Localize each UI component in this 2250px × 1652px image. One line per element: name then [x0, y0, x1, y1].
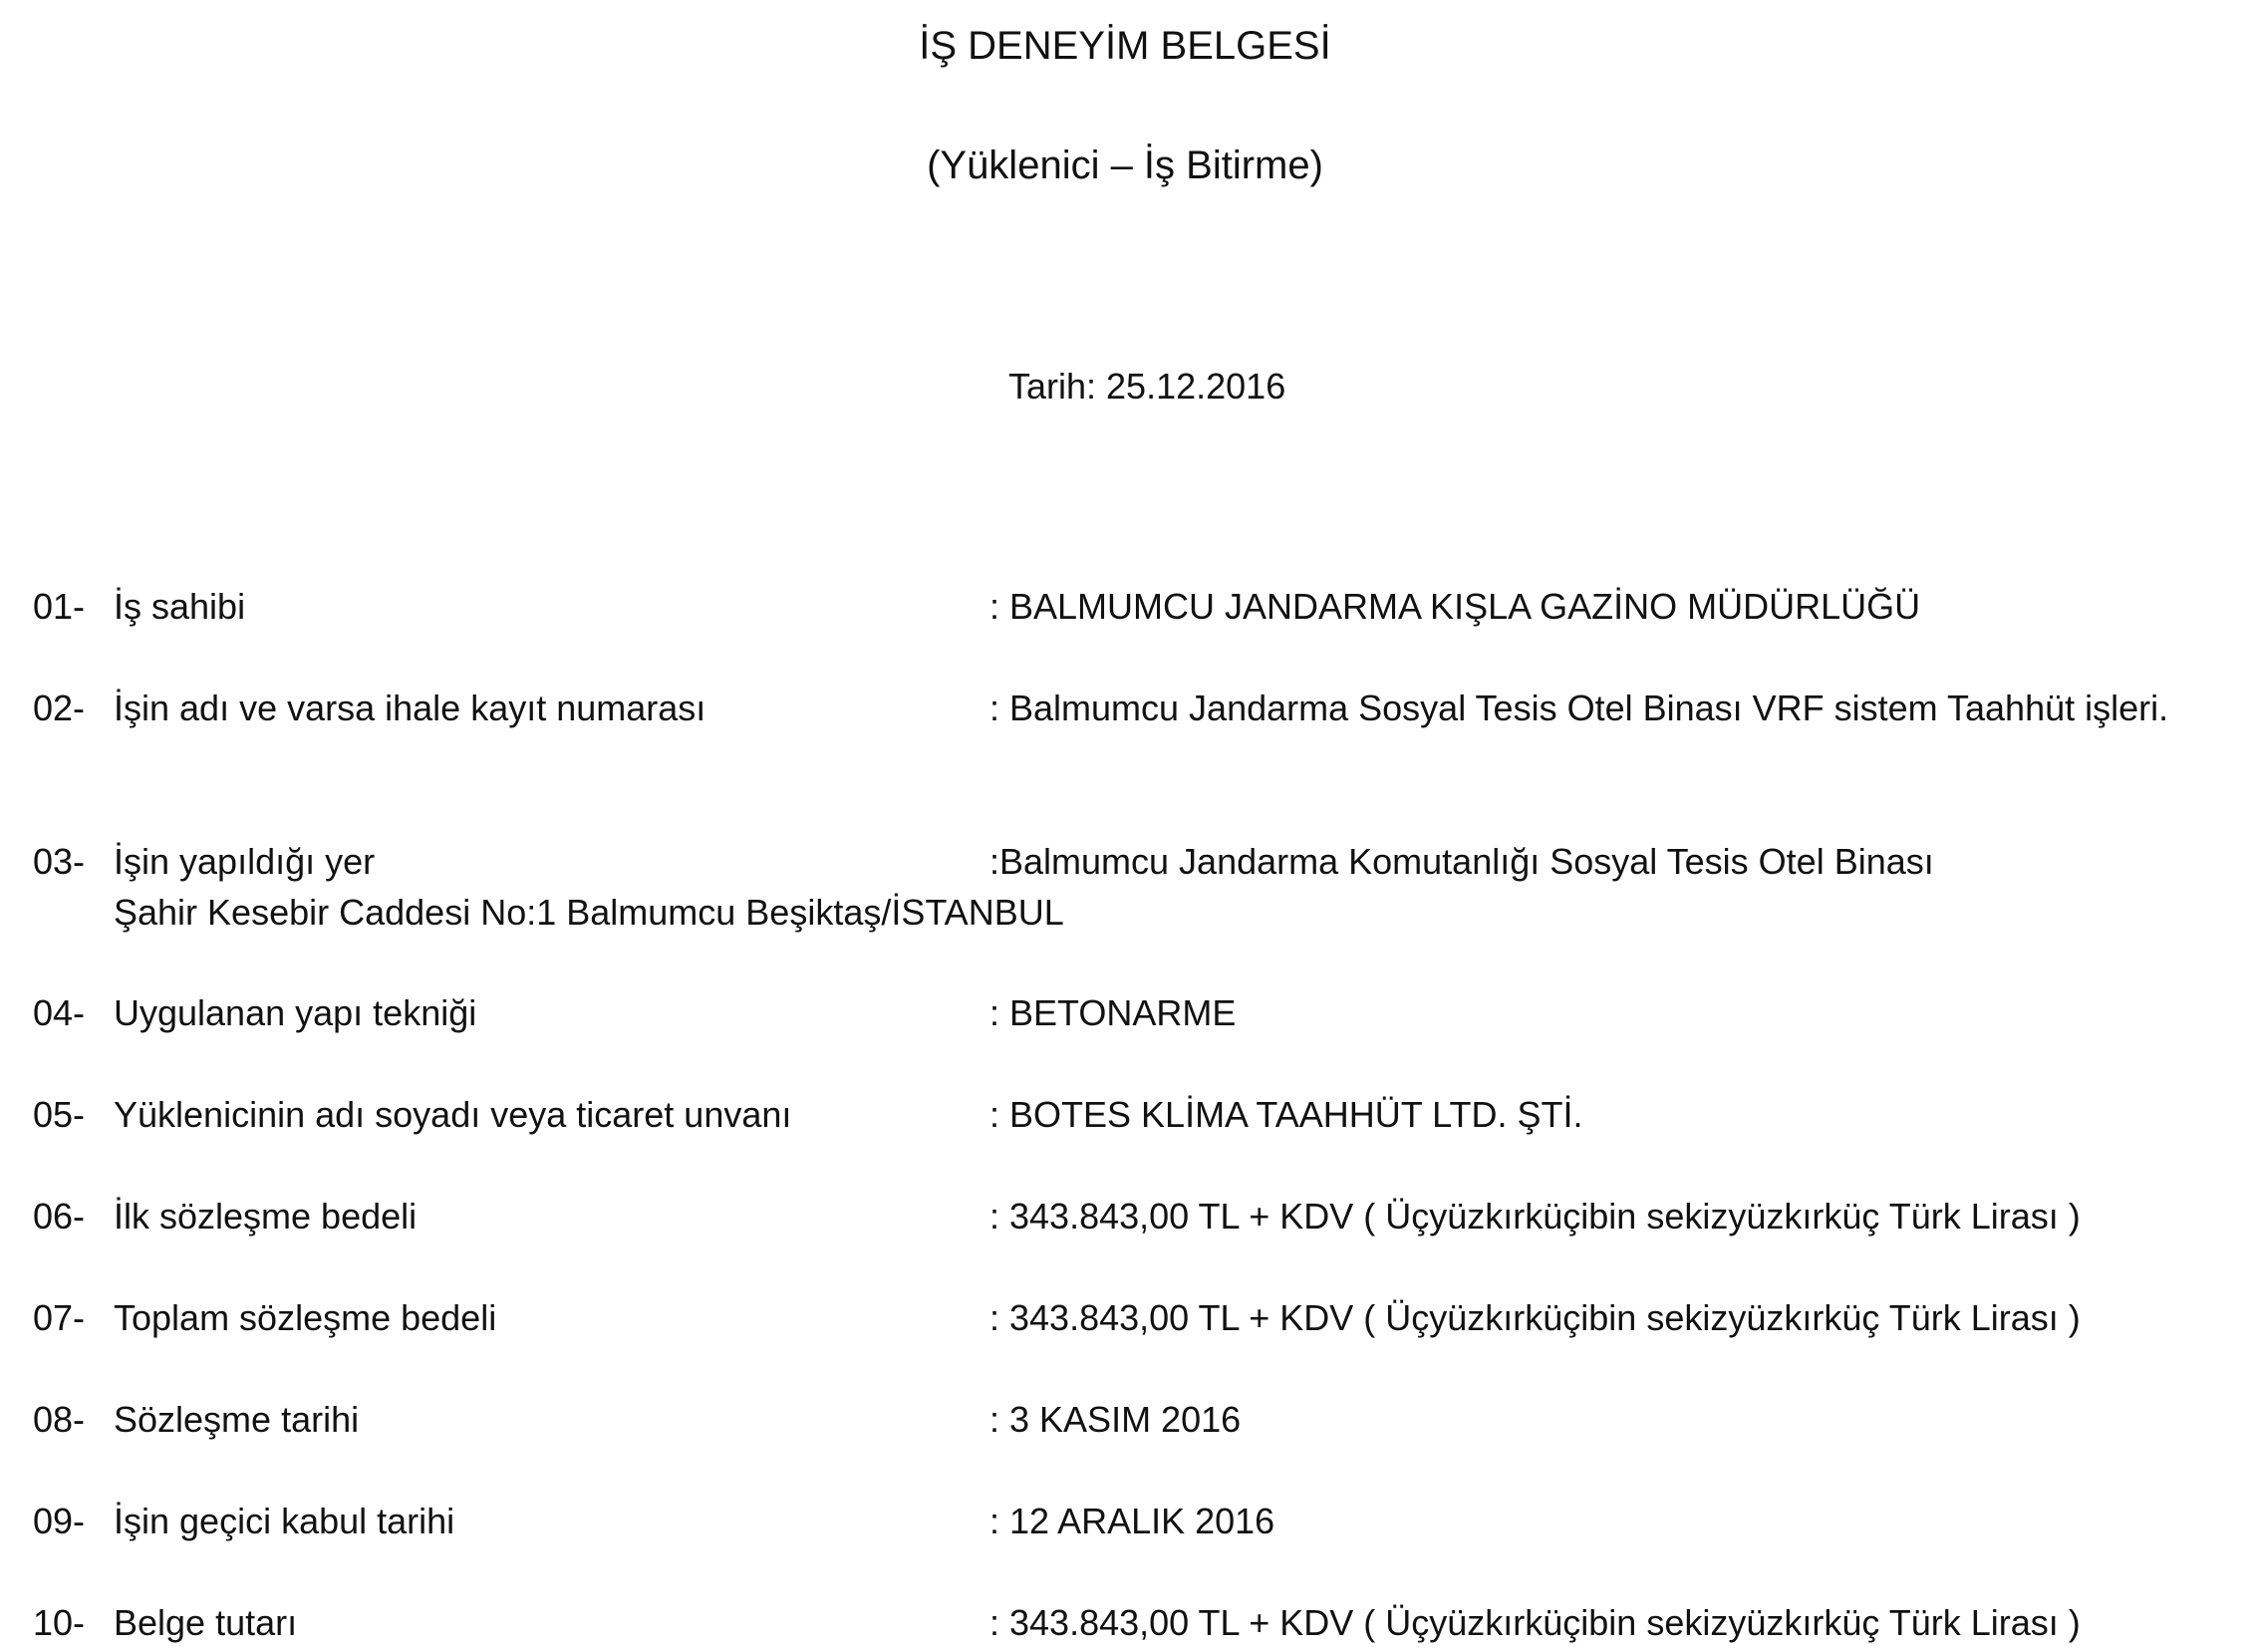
- field-value: : Balmumcu Jandarma Sosyal Tesis Otel Binası VRF sistem Taahhüt işleri.: [989, 688, 2169, 728]
- field-row-10: [0, 1598, 2250, 1648]
- field-label: Uygulanan yapı tekniği: [114, 992, 477, 1033]
- field-row-07: [0, 1293, 2250, 1343]
- field-value: : BETONARME: [989, 992, 1237, 1033]
- row-number: 02-: [33, 688, 86, 728]
- row-number: 05-: [33, 1094, 86, 1135]
- field-label: Toplam sözleşme bedeli: [114, 1297, 497, 1338]
- field-row-02: [0, 684, 2250, 733]
- field-row-09: [0, 1497, 2250, 1546]
- field-value: :Balmumcu Jandarma Komutanlığı Sosyal Tesis Otel Binası: [989, 841, 1934, 882]
- field-value: : 343.843,00 TL + KDV ( Üçyüzkırküçibin sekizyüzkırküç Türk Lirası ): [989, 1602, 2081, 1643]
- field-value: : BALMUMCU JANDARMA KIŞLA GAZİNO MÜDÜRLÜĞÜ: [989, 586, 1921, 627]
- row-number: 03-: [33, 841, 86, 882]
- field-label: İş sahibi: [114, 586, 246, 627]
- field-value: : 343.843,00 TL + KDV ( Üçyüzkırküçibin sekizyüzkırküç Türk Lirası ): [989, 1297, 2081, 1338]
- field-label: Yüklenicinin adı soyadı veya ticaret unvanı: [114, 1094, 792, 1135]
- field-label: İşin adı ve varsa ihale kayıt numarası: [114, 688, 706, 728]
- document-subtitle: (Yüklenici – İş Bitirme): [927, 143, 1323, 187]
- field-value: : 12 ARALIK 2016: [989, 1501, 1275, 1541]
- field-value: : 343.843,00 TL + KDV ( Üçyüzkırküçibin sekizyüzkırküç Türk Lirası ): [989, 1196, 2081, 1237]
- field-row-04: [0, 988, 2250, 1038]
- document-date: Tarih: 25.12.2016: [1008, 366, 1286, 407]
- field-row-05: [0, 1090, 2250, 1140]
- row-number: 06-: [33, 1196, 86, 1237]
- field-value: : BOTES KLİMA TAAHHÜT LTD. ŞTİ.: [989, 1094, 1583, 1135]
- field-row-03: [0, 837, 2250, 887]
- row-number: 04-: [33, 992, 86, 1033]
- field-row-06: [0, 1192, 2250, 1241]
- field-value-continuation: Şahir Kesebir Caddesi No:1 Balmumcu Beşiktaş/İSTANBUL: [114, 892, 1064, 933]
- field-label: İlk sözleşme bedeli: [114, 1196, 418, 1237]
- field-label: Belge tutarı: [114, 1602, 298, 1643]
- field-label: İşin yapıldığı yer: [114, 841, 376, 882]
- field-row-01: [0, 582, 2250, 632]
- row-number: 07-: [33, 1297, 86, 1338]
- document-title: İŞ DENEYİM BELGESİ: [919, 24, 1331, 68]
- row-number: 08-: [33, 1399, 86, 1440]
- row-number: 01-: [33, 586, 86, 627]
- field-row-08: [0, 1395, 2250, 1445]
- field-label: Sözleşme tarihi: [114, 1399, 360, 1440]
- row-number: 10-: [33, 1602, 86, 1643]
- row-number: 09-: [33, 1501, 86, 1541]
- field-value: : 3 KASIM 2016: [989, 1399, 1242, 1440]
- field-label: İşin geçici kabul tarihi: [114, 1501, 455, 1541]
